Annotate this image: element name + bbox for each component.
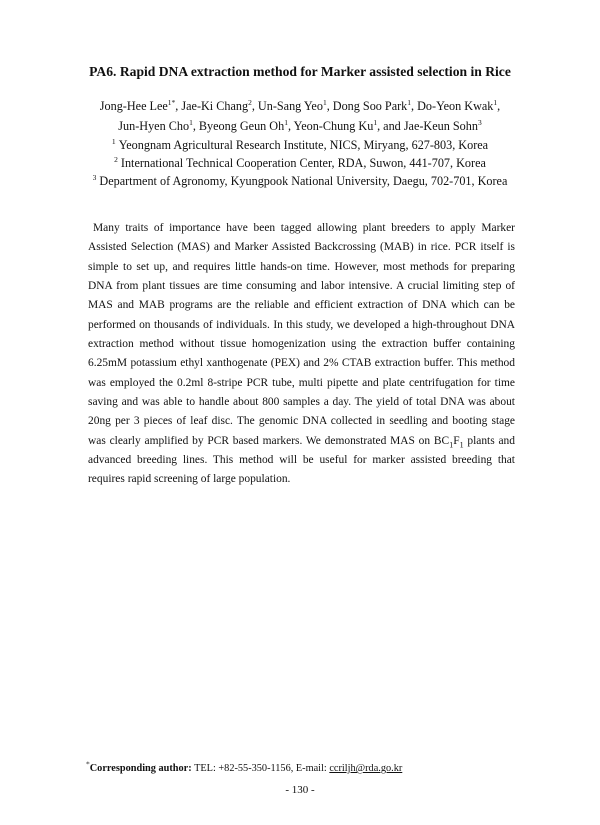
author-affil-mark: 3 bbox=[477, 117, 482, 127]
affiliation-number: 3 bbox=[92, 172, 97, 182]
author-affil-mark: 1 bbox=[373, 117, 378, 127]
author-affil-mark: 1* bbox=[167, 97, 176, 107]
author-separator: , bbox=[287, 119, 294, 133]
author-separator: , bbox=[251, 99, 258, 113]
author-name: Jae-Ki Chang bbox=[181, 99, 249, 113]
email-link[interactable]: ccriljh@rda.go.kr bbox=[329, 763, 403, 774]
affiliation-text: International Technical Cooperation Center, RDA, Suwon, 441-707, Korea bbox=[120, 156, 486, 170]
author-separator: , and bbox=[377, 119, 404, 133]
author-name: Jong-Hee Lee bbox=[99, 99, 168, 113]
author-affil-mark: 1 bbox=[322, 97, 327, 107]
footnote-label: Corresponding author: bbox=[89, 763, 192, 774]
abstract-subscript: 1 bbox=[459, 440, 464, 450]
affiliation-number: 2 bbox=[114, 154, 118, 164]
affiliation-2 bbox=[0, 156, 600, 171]
footnote-contact: TEL: +82-55-350-1156, E-mail: bbox=[191, 763, 330, 774]
abstract-subscript: 1 bbox=[449, 440, 454, 450]
affiliation-number: 1 bbox=[111, 136, 116, 146]
footnote-mark: * bbox=[86, 759, 90, 769]
page-number: - 130 - bbox=[285, 784, 315, 796]
paper-title: PA6. Rapid DNA extraction method for Marker assisted selection in Rice bbox=[89, 64, 511, 79]
abstract-text-part2: plants and advanced breeding lines. This method will be useful for marker assisted breeding that requires rapid screening of large population. bbox=[88, 434, 515, 486]
author-name: Jun-Hyen Cho bbox=[118, 119, 190, 133]
affiliation-text: Department of Agronomy, Kyungpook National University, Daegu, 702-701, Korea bbox=[99, 174, 508, 188]
corresponding-author-footnote bbox=[86, 759, 403, 774]
affiliation-text: Yeongnam Agricultural Research Institute, NICS, Miryang, 627-803, Korea bbox=[118, 138, 489, 152]
author-separator: , bbox=[192, 119, 199, 133]
author-separator: , bbox=[497, 99, 501, 113]
author-separator: , bbox=[175, 99, 182, 113]
author-name: Dong Soo Park bbox=[332, 99, 408, 113]
author-separator: , bbox=[411, 99, 418, 113]
authors-line-2 bbox=[0, 119, 600, 134]
author-name: Byeong Geun Oh bbox=[198, 119, 285, 133]
author-name: Do-Yeon Kwak bbox=[417, 99, 494, 113]
abstract-text-mid: F bbox=[453, 434, 460, 447]
author-affil-mark: 1 bbox=[407, 97, 412, 107]
author-separator: , bbox=[326, 99, 333, 113]
abstract-body bbox=[88, 219, 515, 490]
author-affil-mark: 1 bbox=[284, 117, 288, 127]
author-name: Yeon-Chung Ku bbox=[293, 119, 374, 133]
affiliation-1 bbox=[0, 138, 600, 153]
author-affil-mark: 1 bbox=[189, 117, 193, 127]
author-name: Jae-Keun Sohn bbox=[403, 119, 478, 133]
affiliation-3 bbox=[0, 174, 600, 189]
authors-line-1 bbox=[0, 99, 600, 114]
author-affil-mark: 1 bbox=[493, 97, 498, 107]
author-name: Un-Sang Yeo bbox=[257, 99, 323, 113]
abstract-text-part1: Many traits of importance have been tagged allowing plant breeders to apply Marker Assisted Selection (MAS) and Marker Assisted Backcrossing (MAB) in rice. PCR itself is simple to set up, and requires little hands-on time. However, most methods for preparing DNA from plant tissues are time consuming and labor intensive. A crucial limiting step of MAS and MAB programs are the reliable and efficient extraction of DNA which can be performed on thousands of individuals. In this study, we developed a high-throughout DNA extraction method without tissue homogenization using the extraction buffer containing 6.25mM potassium ethyl xanthogenate (PEX) and 2% CTAB extraction buffer. This method was employed the 0.2ml 8-stripe PCR tube, multi pipette and plate centrifugation for time saving and was able to handle about 800 samples a day. The yield of total DNA was about 20ng per 3 pieces of leaf disc. The genomic DNA collected in seedling and booting stage was clearly amplified by PCR based markers. We demonstrated MAS on BC bbox=[88, 222, 515, 447]
author-affil-mark: 2 bbox=[248, 97, 252, 107]
